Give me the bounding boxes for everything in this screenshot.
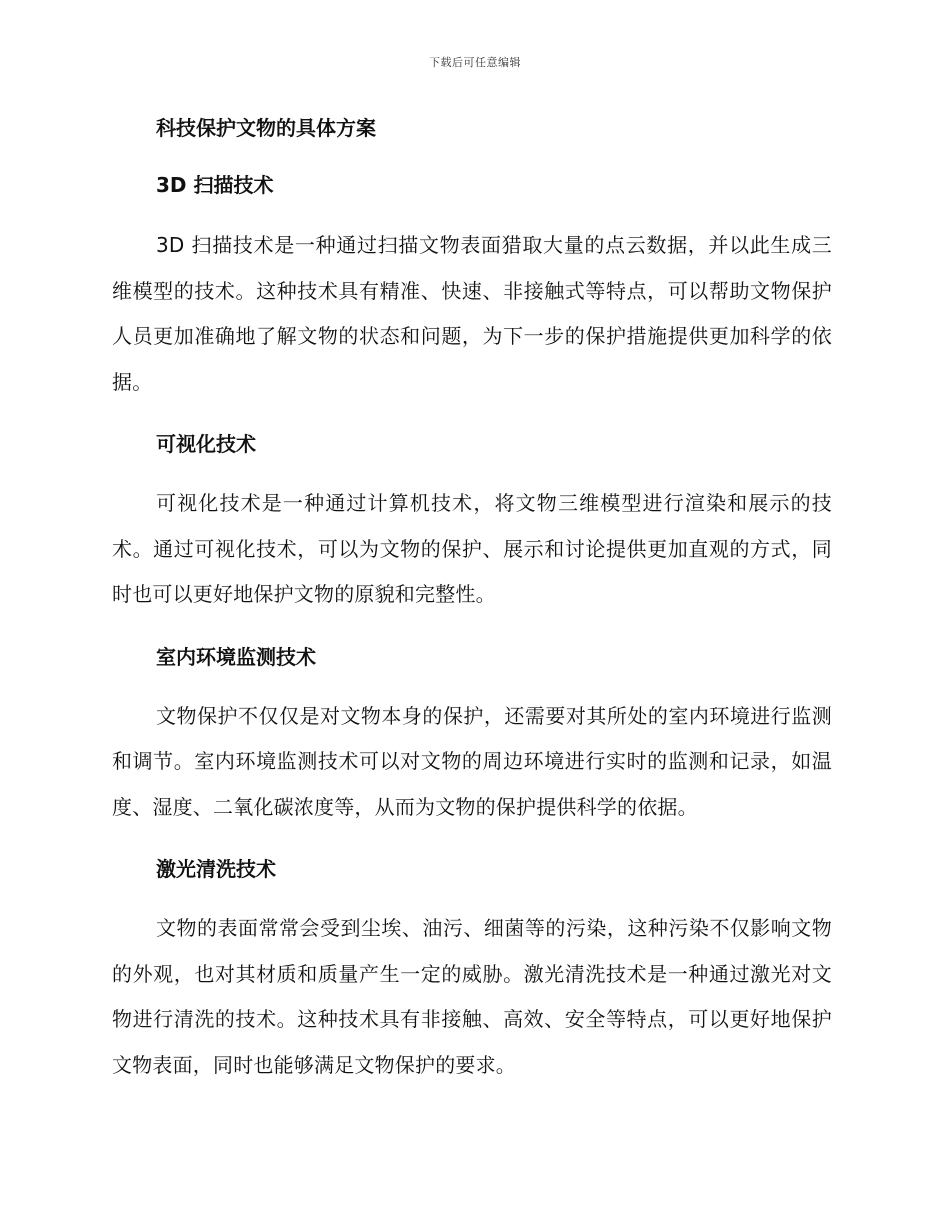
section-paragraph: 3D 扫描技术是一种通过扫描文物表面猎取大量的点云数据，并以此生成三维模型的技术。这种技术具有精准、快速、非接触式等特点，可以帮助文物保护人员更加准确地了解文物的状态和问题，为下一步的保护措施提供更加科学的依据。 [112,233,832,394]
section-heading: 激光清洗技术 [156,857,276,881]
section-heading: 室内环境监测技术 [156,644,316,669]
section-heading: 可视化技术 [156,432,256,456]
page-header: 下载后可任意编辑 [429,56,521,69]
document-title: 科技保护文物的具体方案 [156,116,376,140]
section-heading: 3D 扫描技术 [156,173,274,197]
section-paragraph: 文物的表面常常会受到尘埃、油污、细菌等的污染，这种污染不仅影响文物的外观，也对其材质和质量产生一定的威胁。激光清洗技术是一种通过激光对文物进行清洗的技术。这种技术具有非接触、高效、安全等特点，可以更好地保护文物表面，同时也能够满足文物保护的要求。 [112,916,832,1077]
document-body [112,112,832,1088]
section-3d-scanning [112,169,832,405]
section-visualization [112,428,832,618]
section-paragraph: 文物保护不仅仅是对文物本身的保护，还需要对其所处的室内环境进行监测和调节。室内环境监测技术可以对文物的周边环境进行实时的监测和记录，如温度、湿度、二氧化碳浓度等，从而为文物的保护提供科学的依据。 [112,703,832,819]
section-indoor-monitoring [112,641,832,831]
section-paragraph: 可视化技术是一种通过计算机技术，将文物三维模型进行渲染和展示的技术。通过可视化技术，可以为文物的保护、展示和讨论提供更加直观的方式，同时也可以更好地保护文物的原貌和完整性。 [112,491,832,606]
section-laser-cleaning [112,853,832,1088]
